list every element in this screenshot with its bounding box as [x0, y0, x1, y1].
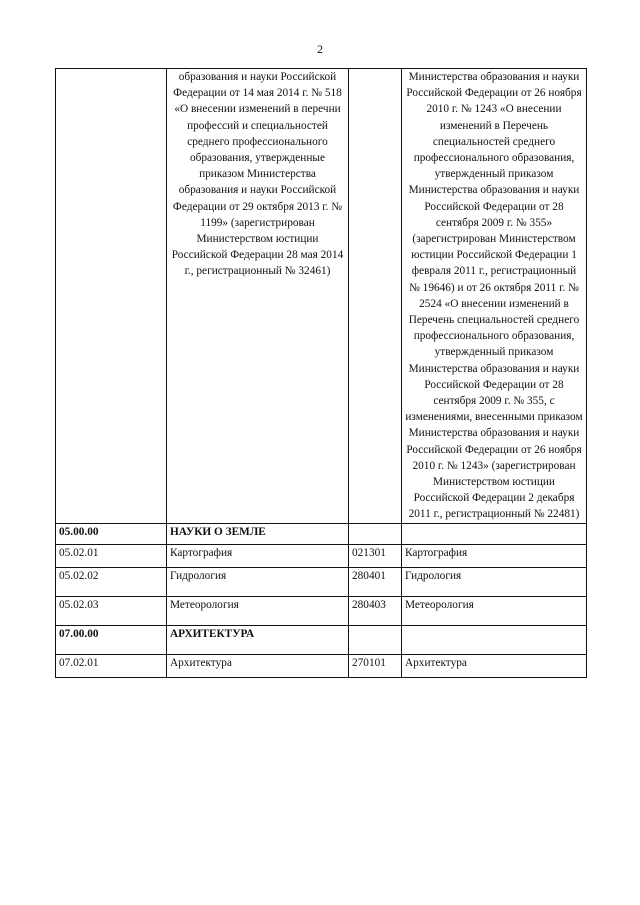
table-row: [56, 544, 587, 567]
table-row-group: [56, 523, 587, 544]
old-code: 280401: [349, 567, 402, 596]
old-code: 280403: [349, 596, 402, 625]
old-code: 021301: [349, 544, 402, 567]
spec-code: 05.02.02: [56, 567, 167, 596]
spec-name: Картография: [167, 544, 349, 567]
spec-code: 05.02.01: [56, 544, 167, 567]
table-row: [56, 654, 587, 677]
table-row: [56, 596, 587, 625]
old-name: Архитектура: [402, 654, 587, 677]
intro-left-text: образования и науки Российской Федерации от 14 мая 2014 г. № 518 «О внесении изменений в перечни профессий и специальностей среднего профессионального образования, утвержденные приказом Министерства образования и науки Российской Федерации от 29 октября 2013 г. № 1199» (зарегистрирован Министерством юстиции Российской Федерации 28 мая 2014 г., регистрационный № 32461): [167, 69, 349, 524]
intro-right-text: Министерства образования и науки Российской Федерации от 26 ноября 2010 г. № 1243 «О внесении изменений в Перечень специальностей среднего профессионального образования, утвержденный приказом Министерства образования и науки Российской Федерации от 28 сентября 2009 г. № 355» (зарегистрирован Министерством юстиции Российской Федерации 1 февраля 2011 г., регистрационный № 19646) и от 26 октября 2011 г. № 2524 «О внесении изменений в Перечень специальностей среднего профессионального образования, утвержденный приказом Министерства образования и науки Российской Федерации от 28 сентября 2009 г. № 355, с изменениями, внесенными приказом Министерства образования и науки Российской Федерации от 26 ноября 2010 г. № 1243» (зарегистрирован Министерством юстиции Российской Федерации 2 декабря 2011 г., регистрационный № 22481): [402, 69, 587, 524]
group-name: АРХИТЕКТУРА: [167, 625, 349, 654]
group-code: 05.00.00: [56, 523, 167, 544]
old-code: 270101: [349, 654, 402, 677]
intro-code-cell: [56, 69, 167, 524]
group-code: 07.00.00: [56, 625, 167, 654]
spec-name: Метеорология: [167, 596, 349, 625]
spec-name: Гидрология: [167, 567, 349, 596]
old-name: Метеорология: [402, 596, 587, 625]
group-name: НАУКИ О ЗЕМЛЕ: [167, 523, 349, 544]
table-row-group: [56, 625, 587, 654]
old-name: Гидрология: [402, 567, 587, 596]
intro-old-code-cell: [349, 69, 402, 524]
old-code: [349, 625, 402, 654]
old-name: Картография: [402, 544, 587, 567]
spec-name: Архитектура: [167, 654, 349, 677]
old-name: [402, 625, 587, 654]
table-row: [56, 567, 587, 596]
spec-code: 07.02.01: [56, 654, 167, 677]
spec-code: 05.02.03: [56, 596, 167, 625]
specialties-table: [55, 68, 587, 678]
old-code: [349, 523, 402, 544]
table-row-intro: [56, 69, 587, 524]
old-name: [402, 523, 587, 544]
page-number: 2: [317, 42, 323, 56]
